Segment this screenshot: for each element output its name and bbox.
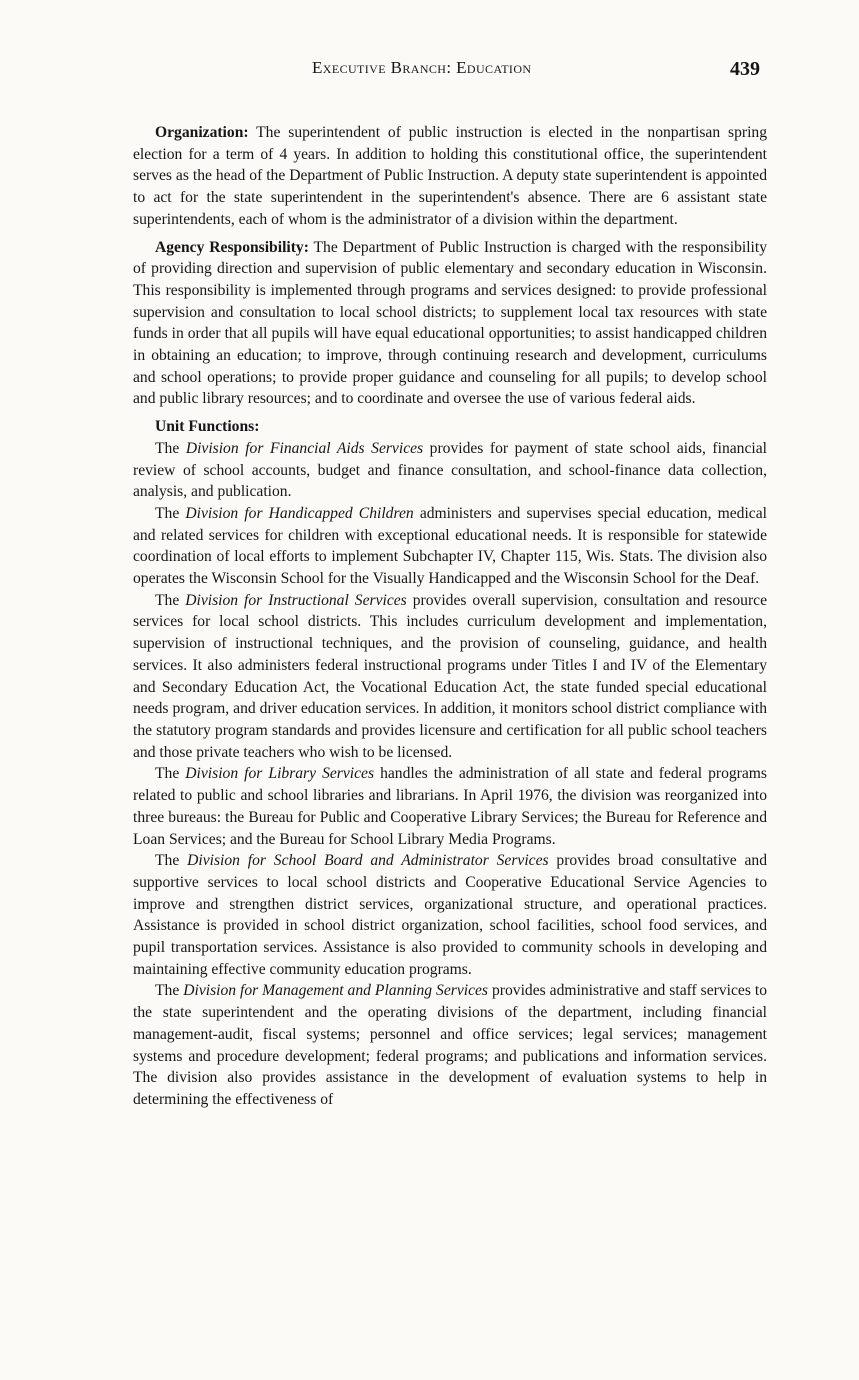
unit-paragraph-library-services bbox=[133, 763, 767, 850]
unit-paragraph-instructional-services bbox=[133, 590, 767, 764]
unit-functions-heading-text: Unit Functions: bbox=[155, 418, 260, 436]
unit-name: Division for Financial Aids Services bbox=[185, 439, 424, 457]
unit-text: administers and supervises special education, medical and related services for children with exceptional educational needs. It is responsible for statewide coordination of local efforts to implement Subchapter IV, Chapter 115, Wis. Stats. The division also operates the Wisconsin School for the Visually Handicapped and the Wisconsin School for the Deaf. bbox=[133, 504, 767, 588]
unit-prefix: The bbox=[155, 852, 188, 870]
unit-name: Division for Management and Planning Services bbox=[183, 982, 489, 1000]
unit-paragraph-handicapped-children bbox=[133, 503, 767, 590]
unit-paragraph-financial-aids bbox=[133, 438, 767, 503]
unit-text: provides administrative and staff services to the state superintendent and the operating divisions of the department, including financial management-audit, fiscal systems; personnel and office services; legal services; management systems and procedure development; federal programs; and publications and information services. The division also provides assistance in the development of evaluation systems to help in determining the effectiveness of bbox=[133, 982, 767, 1108]
unit-name: Division for School Board and Administrator Services bbox=[187, 852, 549, 870]
unit-text: provides for payment of state school aids, financial review of school accounts, budget and finance consultation, and school-finance data collection, analysis, and publication. bbox=[133, 439, 767, 501]
unit-prefix: The bbox=[155, 504, 186, 522]
body-text bbox=[133, 122, 767, 1111]
unit-text: provides broad consultative and supportive services to local school districts and Cooperative Educational Service Agencies to improve and strengthen district services, organizational structure, and operational practices. Assistance is provided in school district organization, school facilities, school food services, and pupil transportation services. Assistance is also provided to community schools in developing and maintaining effective community education programs. bbox=[133, 852, 767, 978]
unit-prefix: The bbox=[155, 439, 186, 457]
organization-text: The superintendent of public instruction is elected in the nonpartisan spring election for a term of 4 years. In addition to holding this constitutional office, the superintendent serves as the head of the Department of Public Instruction. A deputy state superintendent is appointed to act for the state superintendent in the superintendent's absence. There are 6 assistant state superintendents, each of whom is the administrator of a division within the department. bbox=[133, 124, 767, 228]
unit-name: Division for Library Services bbox=[185, 765, 375, 783]
agency-responsibility-text: The Department of Public Instruction is charged with the responsibility of providing direction and supervision of public elementary and secondary education in Wisconsin. This responsibility is implemented through programs and services designed: to provide professional supervision and consultation to local school districts; to supplement local tax resources with state funds in order that all pupils will have equal educational opportunities; to assist handicapped children in obtaining an education; to improve, through continuing research and development, curriculums and school operations; to provide proper guidance and counseling for all pupils; to develop school and public library resources; and to coordinate and oversee the use of various federal aids. bbox=[133, 238, 767, 408]
organization-paragraph bbox=[133, 122, 767, 231]
unit-functions-heading bbox=[133, 416, 767, 438]
agency-responsibility-paragraph bbox=[133, 237, 767, 411]
unit-text: handles the administration of all state and federal programs related to public and school libraries and librarians. In April 1976, the division was reorganized into three bureaus: the Bureau for Public and Cooperative Library Services; the Bureau for Reference and Loan Services; and the Bureau for School Library Media Programs. bbox=[133, 765, 767, 848]
unit-paragraph-management-planning bbox=[133, 980, 767, 1110]
unit-name: Division for Handicapped Children bbox=[185, 504, 414, 522]
organization-lead: Organization: bbox=[155, 124, 249, 141]
unit-name: Division for Instructional Services bbox=[185, 591, 407, 609]
agency-responsibility-lead: Agency Responsibility: bbox=[155, 238, 309, 256]
unit-paragraph-school-board bbox=[133, 850, 767, 980]
running-head: Executive Branch: Education bbox=[312, 58, 532, 77]
unit-prefix: The bbox=[155, 591, 186, 609]
page-number: 439 bbox=[730, 58, 760, 80]
unit-prefix: The bbox=[155, 765, 186, 783]
unit-prefix: The bbox=[155, 982, 184, 1000]
unit-text: provides overall supervision, consultation and resource services for local school districts. This includes curriculum development and implementation, supervision of instructional techniques, and the provision of counseling, guidance, and health services. It also administers federal instructional programs under Titles I and IV of the Elementary and Secondary Education Act, the Vocational Education Act, the state funded special educational needs program, and driver education services. In addition, it monitors school district compliance with the statutory program standards and provides licensure and certification for all public school teachers and those private teachers who wish to be licensed. bbox=[133, 591, 767, 761]
